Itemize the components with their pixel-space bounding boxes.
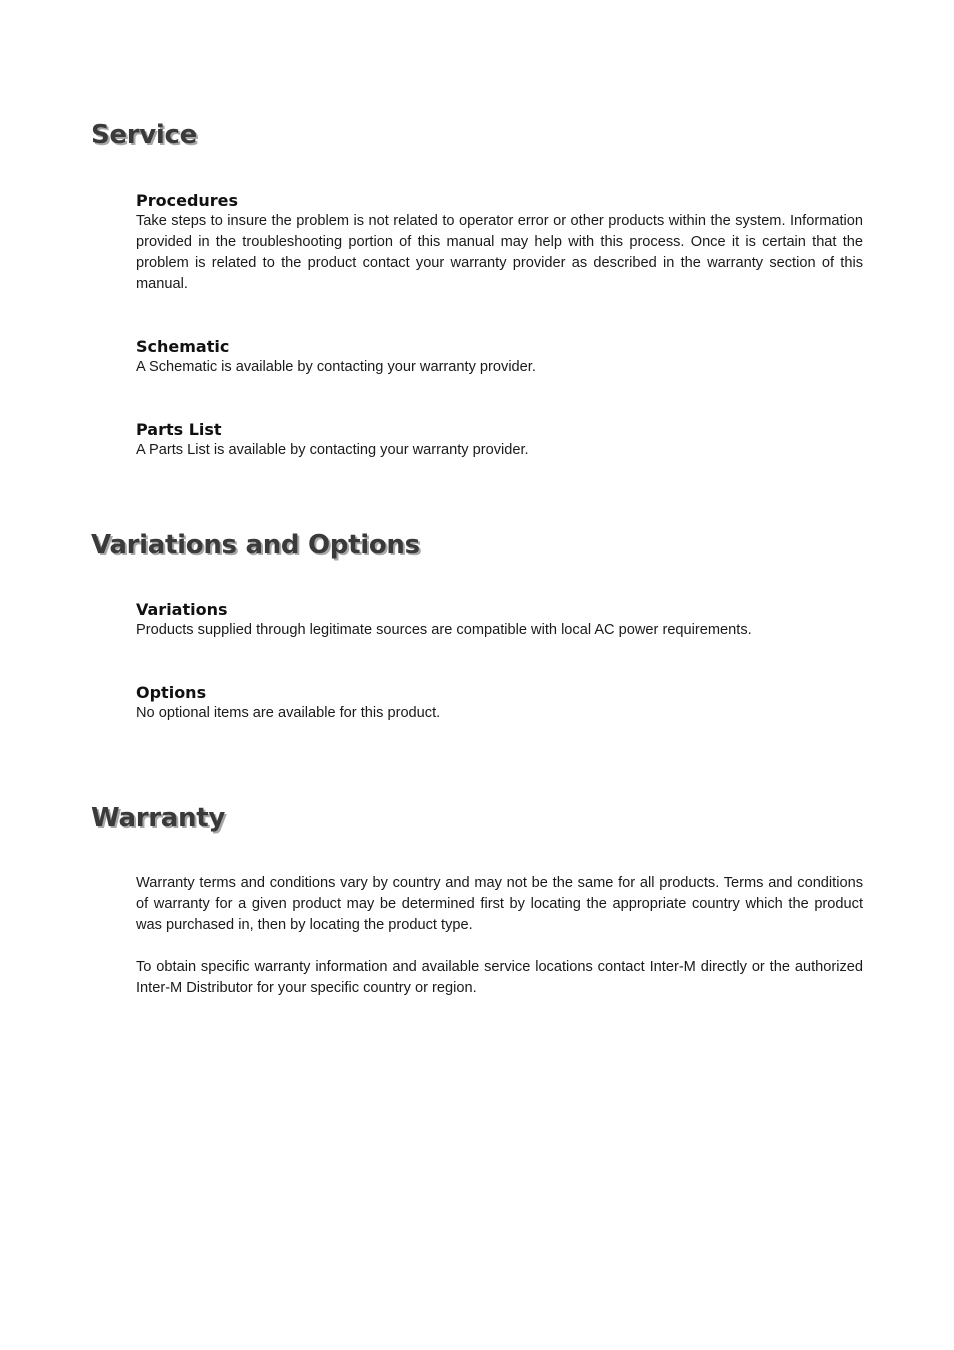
procedures-section — [136, 191, 863, 295]
warranty-paragraph-1: Warranty terms and conditions vary by country and may not be the same for all products. Terms and conditions of warranty for a given product may be determined first by locating the appropriate country which the product was purchased in, then by locating the product type. — [136, 875, 863, 933]
procedures-heading: Procedures — [136, 191, 239, 210]
options-heading: Options — [136, 683, 207, 702]
parts-list-heading: Parts List — [136, 420, 222, 439]
schematic-text: A Schematic is available by contacting your warranty provider. — [136, 359, 536, 375]
variations-section — [136, 600, 863, 641]
parts-list-text: A Parts List is available by contacting your warranty provider. — [136, 442, 529, 458]
warranty-paragraph-2: To obtain specific warranty information and available service locations contact Inter-M directly or the authorized Inter-M Distributor for your specific country or region. — [136, 959, 863, 996]
service-title: Service — [91, 120, 197, 150]
parts-list-section — [136, 420, 863, 461]
warranty-title: Warranty — [91, 803, 225, 833]
procedures-text: Take steps to insure the problem is not related to operator error or other products within the system. Information provided in the troubleshooting portion of this manual may help with this process. Once it is certain that the problem is related to the product contact your warranty provider as described in the warranty section of this manual. — [136, 213, 863, 292]
schematic-heading: Schematic — [136, 337, 230, 356]
options-section — [136, 683, 863, 724]
warranty-section — [136, 873, 863, 999]
options-text: No optional items are available for this product. — [136, 705, 441, 721]
schematic-section — [136, 337, 863, 378]
variations-options-title: Variations and Options — [91, 530, 420, 560]
variations-heading: Variations — [136, 600, 228, 619]
variations-text: Products supplied through legitimate sources are compatible with local AC power requirements. — [136, 622, 752, 638]
